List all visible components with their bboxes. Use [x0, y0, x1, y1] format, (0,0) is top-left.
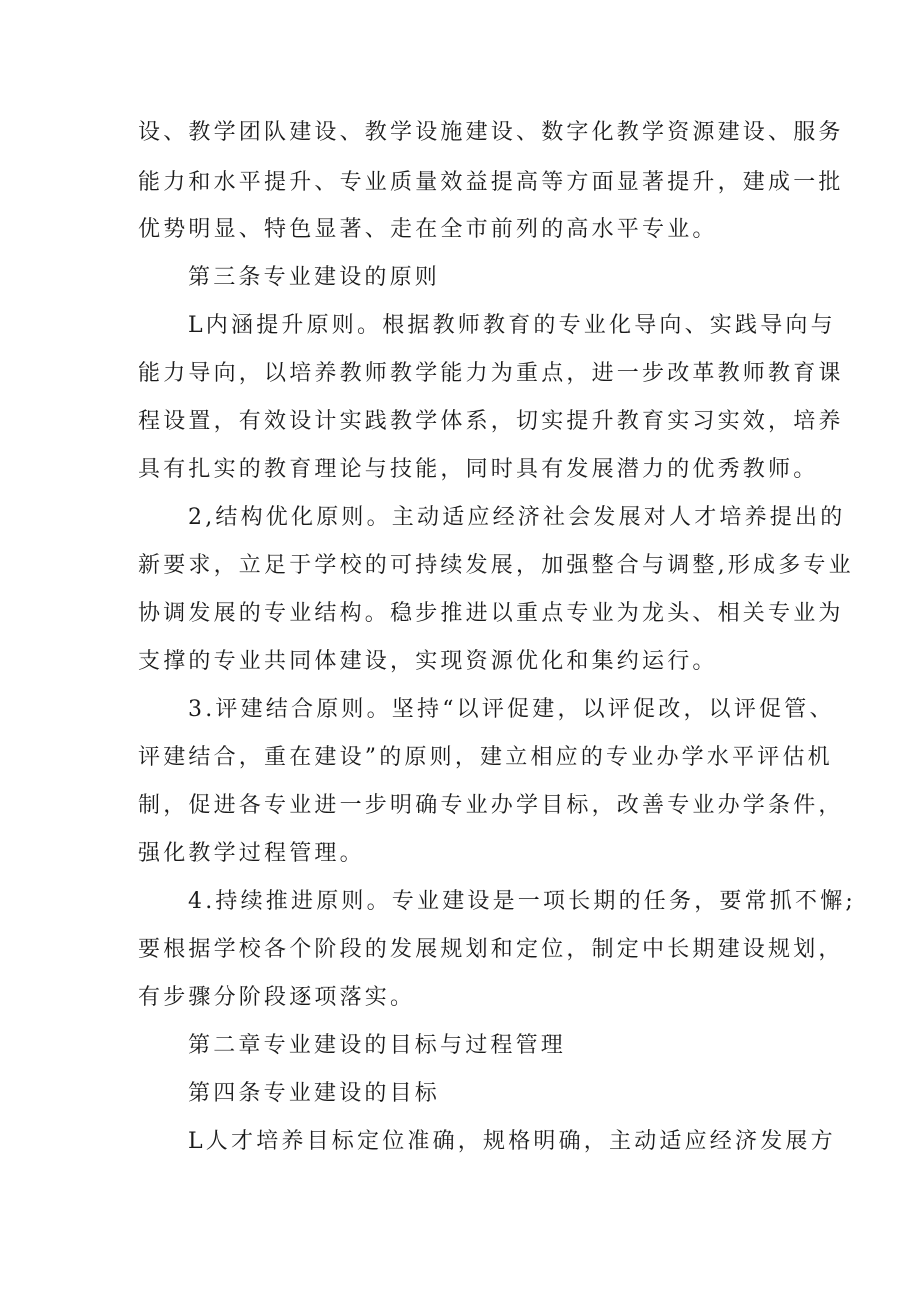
paragraph-line: 有步骤分阶段逐项落实。	[138, 985, 416, 1010]
paragraph-line: 协调发展的专业结构。稳步推进以重点专业为龙头、相关专业为	[138, 601, 844, 626]
section-heading: 第四条专业建设的目标	[188, 1081, 441, 1106]
paragraph-line: 评建结合，重在建设”的原则，建立相应的专业办学水平评估机	[138, 745, 833, 770]
paragraph-line: 2,结构优化原则。主动适应经济社会发展对人才培养提出的	[188, 505, 846, 530]
paragraph-line: 程设置，有效设计实践教学体系，切实提升教育实习实效，培养	[138, 409, 844, 434]
paragraph-line: L人才培养目标定位准确，规格明确，主动适应经济发展方	[188, 1129, 836, 1154]
paragraph-line: 制，促进各专业进一步明确专业办学目标，改善专业办学条件，	[138, 793, 844, 818]
paragraph-line: L内涵提升原则。根据教师教育的专业化导向、实践导向与	[188, 313, 836, 338]
paragraph-line: 3.评建结合原则。坚持“以评促建，以评促改，以评促管、	[188, 697, 835, 722]
paragraph-line: 能力和水平提升、专业质量效益提高等方面显著提升，建成一批	[138, 170, 844, 195]
chapter-heading: 第二章专业建设的目标与过程管理	[188, 1033, 567, 1058]
paragraph-line: 强化教学过程管理。	[138, 841, 365, 866]
paragraph-line: 能力导向，以培养教师教学能力为重点，进一步改革教师教育课	[138, 361, 844, 386]
section-heading: 第三条专业建设的原则	[188, 265, 441, 290]
paragraph-line: 要根据学校各个阶段的发展规划和定位，制定中长期建设规划，	[138, 937, 844, 962]
paragraph-line: 新要求，立足于学校的可持续发展，加强整合与调整,形成多专业	[138, 553, 854, 578]
paragraph-line: 具有扎实的教育理论与技能，同时具有发展潜力的优秀教师。	[138, 457, 819, 482]
paragraph-line: 优势明显、特色显著、走在全市前列的高水平专业。	[138, 217, 718, 242]
paragraph-line: 设、教学团队建设、教学设施建设、数字化教学资源建设、服务	[138, 120, 844, 145]
paragraph-line: 4.持续推进原则。专业建设是一项长期的任务，要常抓不懈;	[188, 889, 857, 914]
paragraph-line: 支撑的专业共同体建设，实现资源优化和集约运行。	[138, 649, 718, 674]
